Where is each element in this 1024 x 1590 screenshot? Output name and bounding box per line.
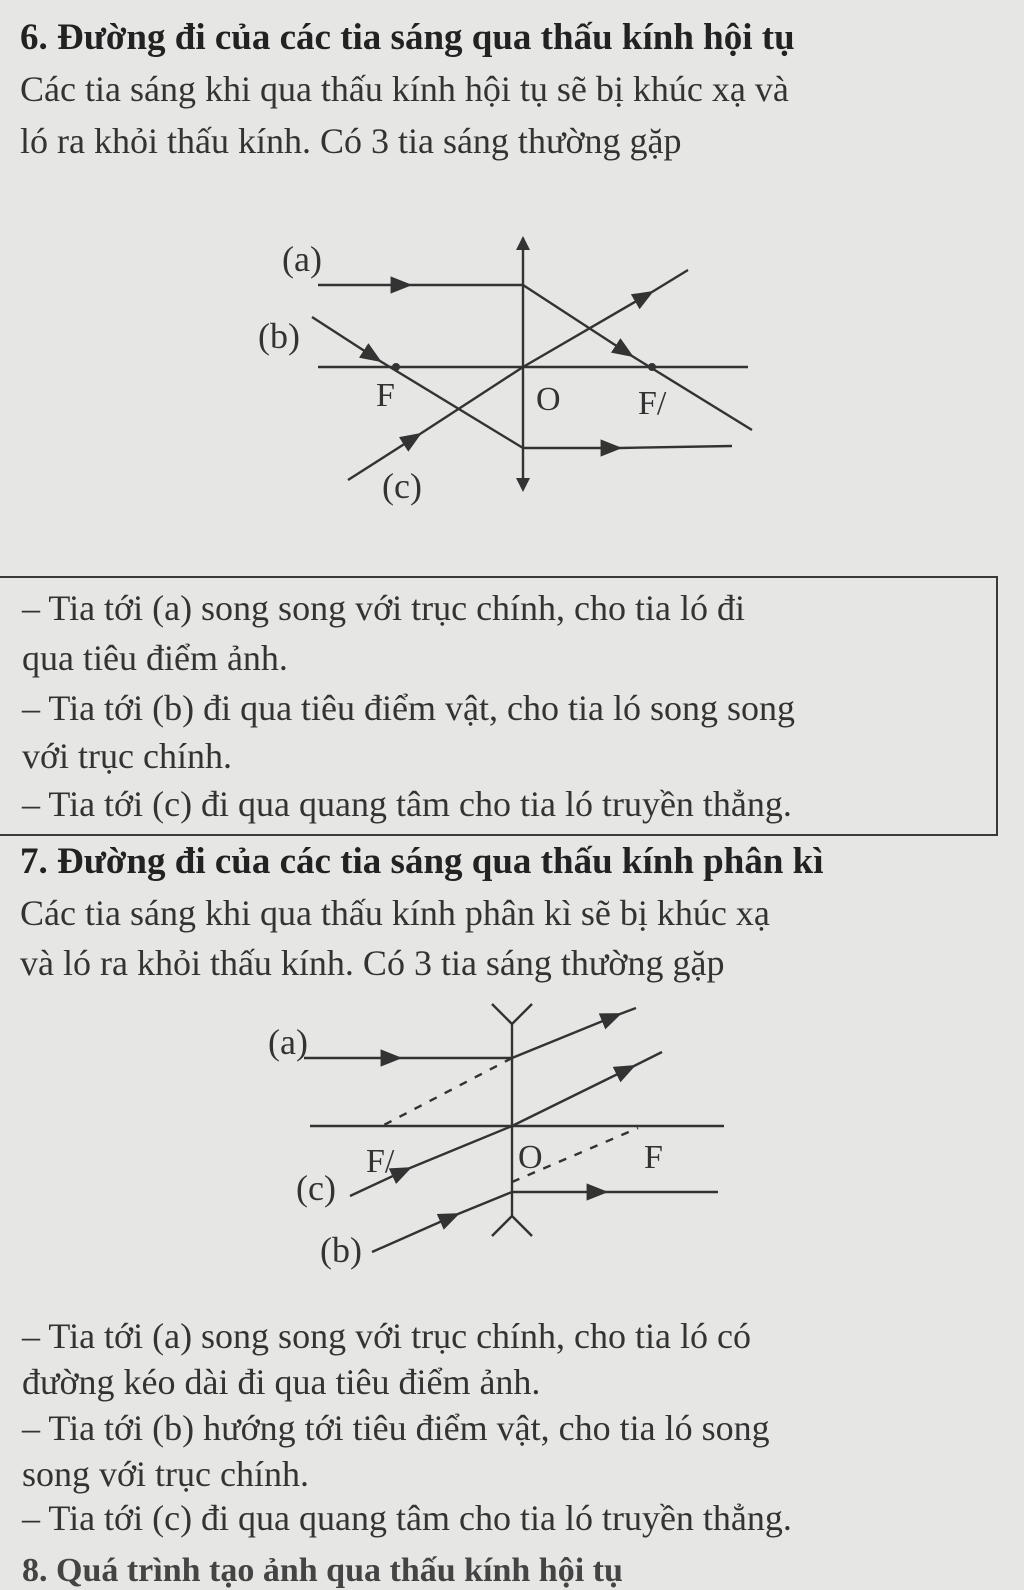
section7-rule-5: – Tia tới (c) đi qua quang tâm cho tia ló truyền thẳng. (22, 1498, 792, 1538)
section7-rule-4: song với trục chính. (22, 1454, 309, 1494)
section6-rule-1: – Tia tới (a) song song với trục chính, cho tia ló đi (22, 588, 746, 628)
label-a: (a) (282, 239, 322, 279)
converging-lens-diagram (240, 226, 780, 516)
label-O: O (518, 1139, 543, 1176)
section7-rule-3: – Tia tới (b) hướng tới tiêu điểm vật, cho tia ló song (22, 1408, 770, 1448)
label-b: (b) (320, 1230, 362, 1270)
ray-a-emergent (523, 285, 632, 356)
section6-rule-5: – Tia tới (c) đi qua quang tâm cho tia ló truyền thẳng. (22, 784, 792, 824)
lens-bottom-v-icon (492, 1216, 532, 1236)
label-b: (b) (258, 316, 300, 356)
ray-c-emergent (512, 1066, 634, 1126)
section7-title: 7. Đường đi của các tia sáng qua thấu kính phân kì (20, 841, 824, 882)
label-F-prime: F/ (366, 1143, 395, 1180)
ray-b-incident (312, 317, 380, 361)
section6-title: 6. Đường đi của các tia sáng qua thấu kính hội tụ (20, 17, 795, 58)
lens-top-v-icon (492, 1004, 532, 1024)
section6-rule-3: – Tia tới (b) đi qua tiêu điểm vật, cho tia ló song song (22, 688, 795, 728)
section6-intro-line2: ló ra khỏi thấu kính. Có 3 tia sáng thường gặp (20, 121, 682, 161)
label-F-prime: F/ (638, 385, 667, 422)
lens-top-arrow-icon (516, 236, 530, 250)
section6-rule-2: qua tiêu điểm ảnh. (22, 638, 288, 678)
section7-intro-line2: và ló ra khỏi thấu kính. Có 3 tia sáng thường gặp (20, 943, 725, 983)
label-a: (a) (268, 1022, 308, 1062)
ray-a-extension (382, 1058, 512, 1126)
focal-point-F (392, 363, 400, 371)
section6-rule-4: với trục chính. (22, 736, 232, 776)
label-c: (c) (382, 466, 422, 506)
section6-rules-box (0, 576, 998, 836)
label-F: F (644, 1139, 663, 1176)
label-c: (c) (296, 1168, 336, 1208)
diverging-lens-diagram (250, 996, 730, 1276)
label-F: F (376, 377, 395, 414)
section8-title-cut: 8. Quá trình tạo ảnh qua thấu kính hội tụ (22, 1552, 623, 1589)
label-O: O (536, 381, 561, 418)
section7-rule-2: đường kéo dài đi qua tiêu điểm ảnh. (22, 1362, 541, 1402)
section6-intro-line1: Các tia sáng khi qua thấu kính hội tụ sẽ bị khúc xạ và (20, 69, 789, 109)
section7-rule-1: – Tia tới (a) song song với trục chính, cho tia ló có (22, 1316, 751, 1356)
lens-bottom-arrow-icon (516, 478, 530, 492)
ray-a-emergent (512, 1014, 620, 1058)
focal-point-F-prime (648, 363, 656, 371)
ray-b-incident (372, 1214, 458, 1252)
section7-intro-line1: Các tia sáng khi qua thấu kính phân kì sẽ bị khúc xạ (20, 893, 770, 933)
